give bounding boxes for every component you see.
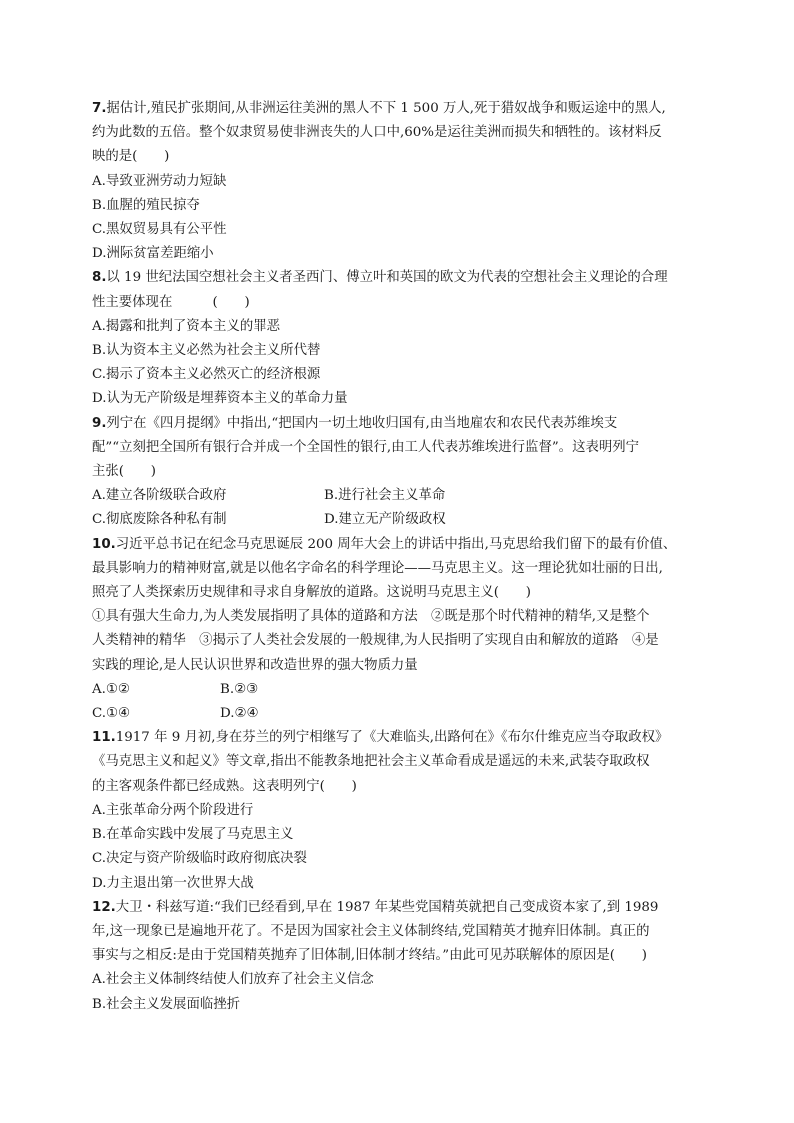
option-a: A.主张革命分两个阶段进行	[92, 802, 254, 818]
question-stem-line: 9.列宁在《四月提纲》中指出,“把国内一切土地收归国有,由当地雇农和农民代表苏维埃支	[92, 415, 618, 431]
question-stem-line: 8.以 19 世纪法国空想社会主义者圣西门、傅立叶和英国的欧文为代表的空想社会主义理论的合理	[92, 270, 668, 286]
question-stem-line: 约为此数的五倍。整个奴隶贸易使非洲丧失的人口中,60%是运往美洲而损失和牺牲的。该材料反	[92, 125, 662, 141]
question-9	[92, 412, 742, 533]
option-a: A.①②	[92, 681, 130, 697]
question-number: 12.	[92, 899, 116, 915]
statement-line: 人类精神的精华 ③揭示了人类社会发展的一般规律,为人民指明了实现自由和解放的道路 ④是	[92, 633, 659, 649]
option-a: A.导致亚洲劳动力短缺	[92, 173, 227, 189]
option-b: B.社会主义发展面临挫折	[92, 996, 241, 1012]
option-b: B.进行社会主义革命	[324, 488, 446, 504]
option-b: B.②③	[220, 681, 259, 697]
question-stem-line: 12.大卫・科兹写道:“我们已经看到,早在 1987 年某些党国精英就把自己变成资本家了,到 1989	[92, 899, 659, 915]
option-d: D.洲际贫富差距缩小	[92, 246, 214, 262]
question-7	[92, 97, 742, 266]
question-stem-line: 最具影响力的精神财富,就是以他名字命名的科学理论——马克思主义。这一理论犹如壮丽的日出,	[92, 560, 663, 576]
option-b: B.血腥的殖民掠夺	[92, 197, 200, 213]
option-c: C.彻底废除各种私有制	[92, 512, 227, 528]
option-c: C.揭示了资本主义必然灭亡的经济根源	[92, 367, 321, 383]
question-stem-line: 主张( )	[92, 464, 157, 480]
question-stem-line: 照亮了人类探索历史规律和寻求自身解放的道路。这说明马克思主义( )	[92, 585, 531, 601]
question-stem-line: 事实与之相反:是由于党国精英抛弃了旧体制,旧体制才终结。”由此可见苏联解体的原因是( )	[92, 948, 647, 964]
question-stem-line: 11.1917 年 9 月初,身在芬兰的列宁相继写了《大难临头,出路何在》《布尔什维克应当夺取政权》	[92, 730, 669, 746]
option-a: A.社会主义体制终结使人们放弃了社会主义信念	[92, 972, 374, 988]
option-c: C.①④	[92, 706, 131, 722]
option-d: D.力主退出第一次世界大战	[92, 875, 254, 891]
question-number: 10.	[92, 536, 116, 552]
question-stem-line: 7.据估计,殖民扩张期间,从非洲运往美洲的黑人不下 1 500 万人,死于猎奴战争和贩运途中的黑人,	[92, 101, 666, 116]
question-8	[92, 266, 742, 411]
option-a: A.建立各阶级联合政府	[92, 488, 227, 504]
option-row	[92, 702, 742, 726]
statement-line: 实践的理论,是人民认识世界和改造世界的强大物质力量	[92, 657, 418, 673]
question-10	[92, 533, 742, 727]
statement-line: ①具有强大生命力,为人类发展指明了具体的道路和方法 ②既是那个时代精神的精华,又是整个	[92, 609, 650, 625]
option-row	[92, 484, 742, 508]
question-11	[92, 726, 742, 895]
option-d: D.建立无产阶级政权	[324, 512, 446, 528]
option-d: D.认为无产阶级是埋葬资本主义的革命力量	[92, 391, 348, 407]
question-stem-line: 映的是( )	[92, 149, 170, 165]
question-stem-line: 10.习近平总书记在纪念马克思诞辰 200 周年大会上的讲话中指出,马克思给我们留下的最有价值、	[92, 536, 677, 552]
question-stem-line: 的主客观条件都已经成熟。这表明列宁( )	[92, 778, 357, 794]
question-number: 9.	[92, 415, 107, 431]
option-a: A.揭露和批判了资本主义的罪恶	[92, 318, 281, 334]
question-stem-line: 《马克思主义和起义》等文章,指出不能教条地把社会主义革命看成是遥远的未来,武装夺取政权	[92, 754, 650, 770]
option-row	[92, 678, 742, 702]
option-c: C.黑奴贸易具有公平性	[92, 222, 227, 238]
question-stem-line: 配”“立刻把全国所有银行合并成一个全国性的银行,由工人代表苏维埃进行监督”。这表明列宁	[92, 439, 640, 455]
option-b: B.在革命实践中发展了马克思主义	[92, 827, 294, 843]
option-row	[92, 508, 742, 532]
option-b: B.认为资本主义必然为社会主义所代替	[92, 343, 321, 359]
question-stem-line: 年,这一现象已是遍地开花了。不是因为国家社会主义体制终结,党国精英才抛弃旧体制。真正的	[92, 923, 650, 939]
question-number: 7.	[92, 101, 107, 116]
exam-page	[92, 97, 742, 1017]
option-d: D.②④	[220, 706, 259, 722]
question-number: 8.	[92, 270, 107, 286]
question-12	[92, 896, 742, 1017]
question-stem-line: 性主要体现在 ( )	[92, 294, 250, 310]
option-c: C.决定与资产阶级临时政府彻底决裂	[92, 851, 307, 867]
question-number: 11.	[92, 730, 116, 746]
